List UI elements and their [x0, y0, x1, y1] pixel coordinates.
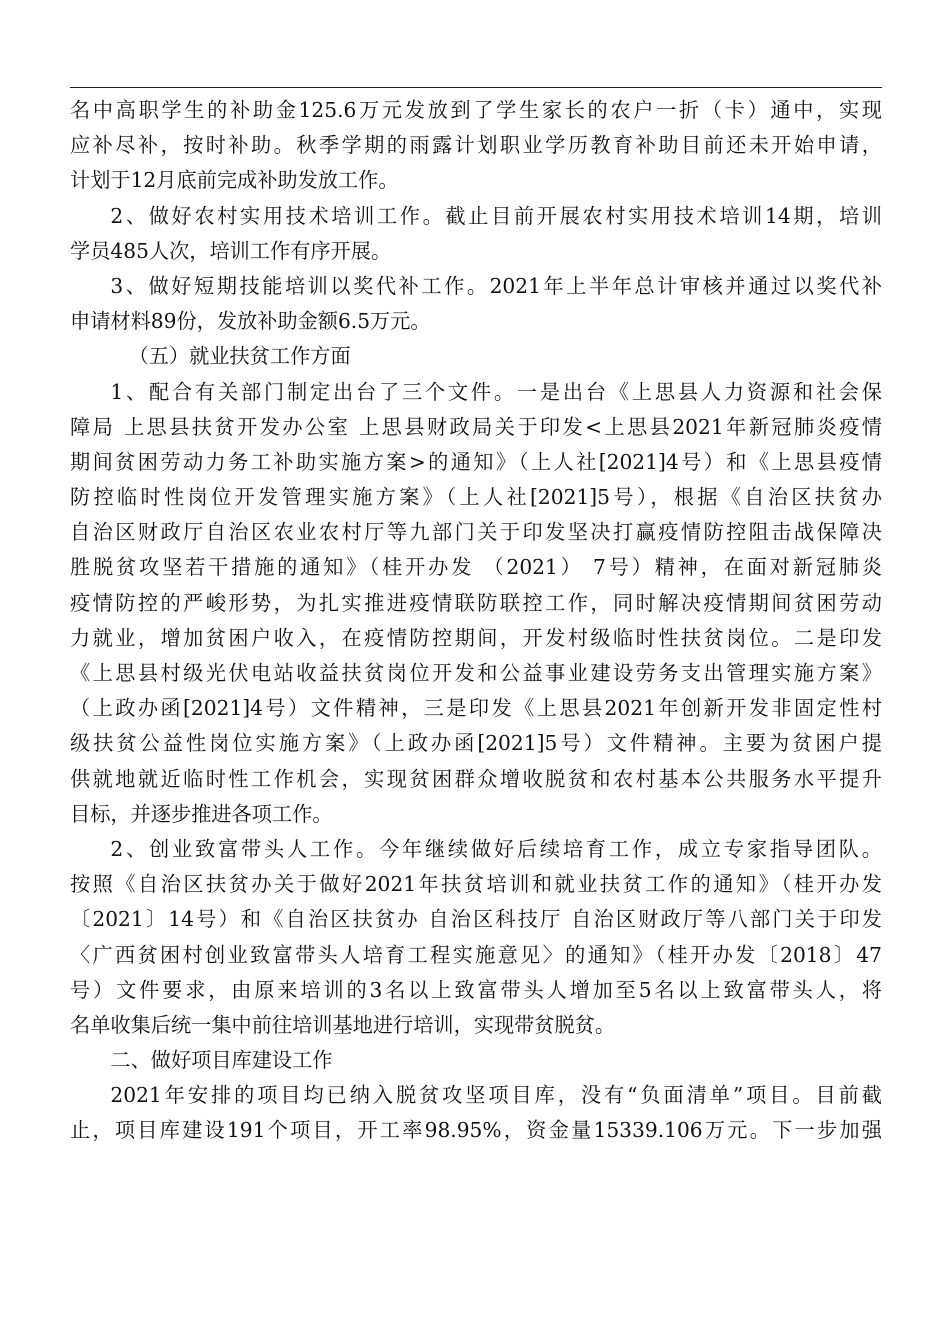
text-line: 力就业，增加贫困户收入，在疫情防控期间，开发村级临时性扶贫岗位。二是印发: [70, 625, 882, 650]
paragraph-subsidy-continuation: [70, 93, 882, 199]
heading-text: （五）就业扶贫工作方面: [128, 344, 351, 369]
text-line: 级扶贫公益性岗位实施方案》（上政办函[2021]5号）文件精神。主要为贫困户提: [70, 731, 882, 756]
text-line: 《上思县村级光伏电站收益扶贫岗位开发和公益事业建设劳务支出管理实施方案》: [70, 661, 882, 685]
text-line: 号）文件要求，由原来培训的3名以上致富带头人增加至5名以上致富带头人，将: [70, 977, 882, 1002]
header-rule: [70, 87, 882, 88]
paragraph-skills-training: [70, 269, 882, 339]
text-line: 〔2021〕14号）和《自治区扶贫办 自治区科技厅 自治区财政厅等八部门关于印发: [70, 907, 882, 932]
text-line: 2、做好农村实用技术培训工作。截止目前开展农村实用技术培训14期，培训: [110, 203, 882, 228]
text-line: 名单收集后统一集中前往培训基地进行培训，实现带贫脱贫。: [70, 1012, 616, 1037]
text-line: 供就地就近临时性工作机会，实现贫困群众增收脱贫和农村基本公共服务水平提升: [70, 766, 882, 791]
text-line: 2021年安排的项目均已纳入脱贫攻坚项目库，没有“负面清单”项目。目前截: [110, 1083, 882, 1108]
paragraph-practical-training: [70, 199, 882, 269]
text-line: 胜脱贫攻坚若干措施的通知》（桂开办发 （2021） 7号）精神，在面对新冠肺炎: [70, 555, 882, 580]
text-line: 止，项目库建设191个项目，开工率98.95%，资金量15339.106万元。下一步加强: [70, 1118, 882, 1143]
text-line: 1、配合有关部门制定出台了三个文件。一是出台《上思县人力资源和社会保: [110, 379, 882, 404]
document-body: [70, 93, 882, 1149]
text-line: 疫情防控的严峻形势，为扎实推进疫情联防联控工作，同时解决疫情期间贫困劳动: [70, 590, 882, 615]
section-heading-project-library: [70, 1043, 882, 1078]
text-line: 〈广西贫困村创业致富带头人培育工程实施意见〉的通知》（桂开办发〔2018〕47: [70, 942, 882, 967]
section-heading-employment: [70, 339, 882, 374]
paragraph-three-documents: [70, 375, 882, 832]
text-line: 按照《自治区扶贫办关于做好2021年扶贫培训和就业扶贫工作的通知》（桂开办发: [70, 872, 882, 897]
paragraph-entrepreneur-leaders: [70, 832, 882, 1043]
text-line: 期间贫困劳动力务工补助实施方案>的通知》（上人社[2021]4号）和《上思县疫情: [70, 449, 882, 474]
text-line: 3、做好短期技能培训以奖代补工作。2021年上半年总计审核并通过以奖代补: [110, 273, 882, 298]
paragraph-project-library: [70, 1078, 882, 1148]
text-line: （上政办函[2021]4号）文件精神，三是印发《上思县2021年创新开发非固定性村: [70, 696, 882, 721]
text-line: 申请材料89份，发放补助金额6.5万元。: [70, 309, 431, 334]
text-line: 障局 上思县扶贫开发办公室 上思县财政局关于印发<上思县2021年新冠肺炎疫情: [70, 414, 882, 439]
text-line: 2、创业致富带头人工作。今年继续做好后续培育工作，成立专家指导团队。: [110, 836, 882, 861]
text-line: 自治区财政厅自治区农业农村厅等九部门关于印发坚决打赢疫情防控阻击战保障决: [70, 520, 882, 545]
text-line: 学员485人次，培训工作有序开展。: [70, 238, 392, 263]
heading-text: 二、做好项目库建设工作: [110, 1048, 333, 1073]
text-line: 计划于12月底前完成补助发放工作。: [70, 168, 399, 193]
text-line: 目标，并逐步推进各项工作。: [70, 801, 333, 826]
text-line: 应补尽补，按时补助。秋季学期的雨露计划职业学历教育补助目前还未开始申请，: [70, 133, 882, 158]
text-line: 名中高职学生的补助金125.6万元发放到了学生家长的农户一折（卡）通中，实现: [70, 98, 882, 122]
text-line: 防控临时性岗位开发管理实施方案》（上人社[2021]5号），根据《自治区扶贫办: [70, 485, 882, 510]
